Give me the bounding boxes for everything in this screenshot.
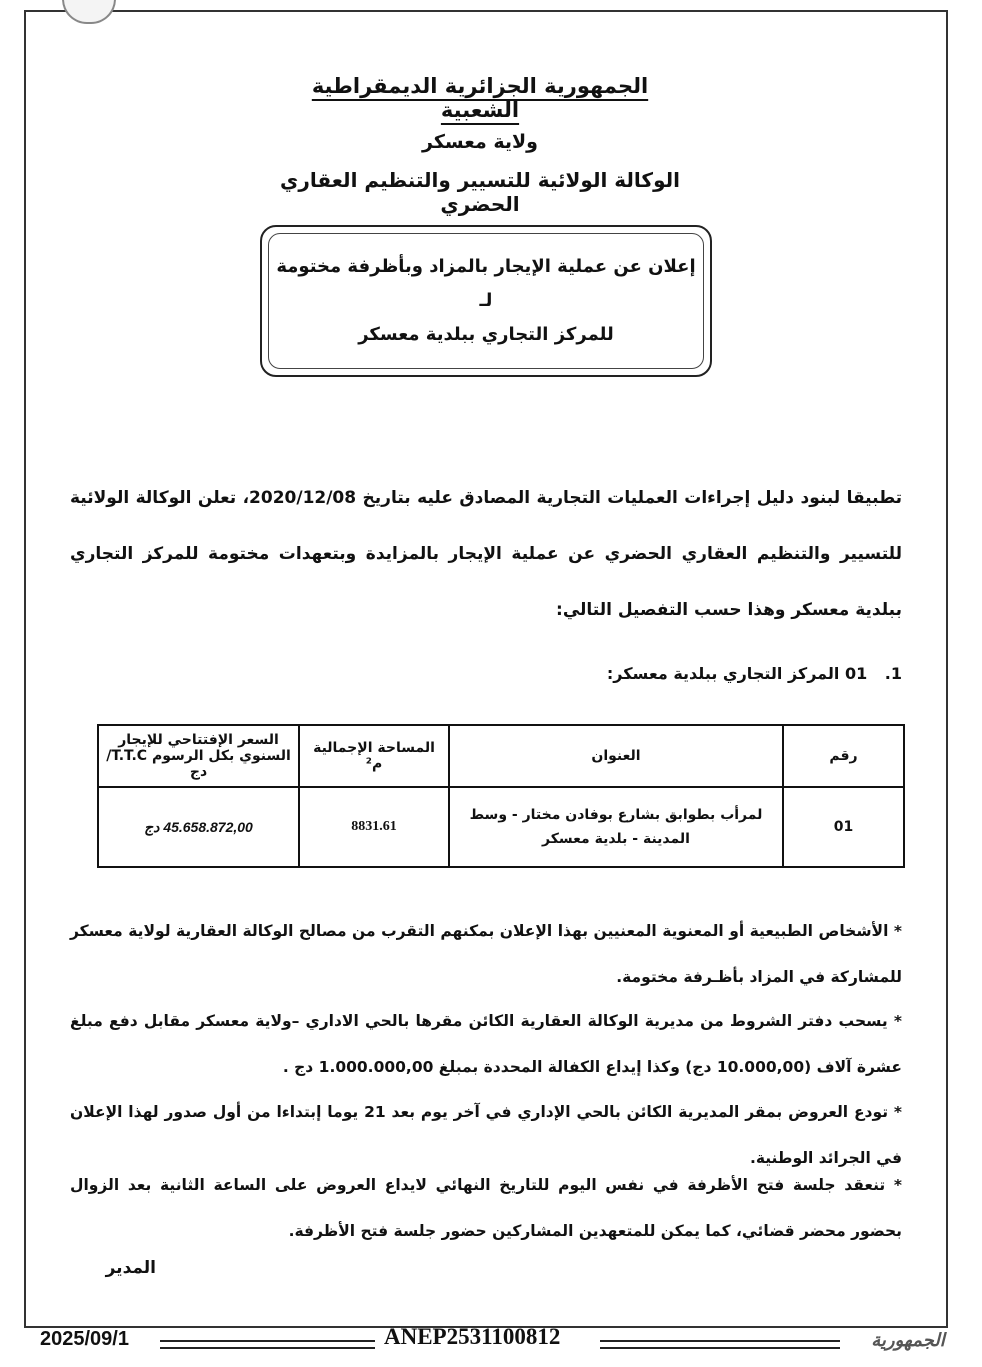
table-header-row: [98, 725, 904, 787]
cell-no: 01: [783, 787, 904, 867]
signatory: المدير: [105, 1258, 156, 1278]
footer-rule-right: [600, 1340, 840, 1349]
intro-paragraph: تطبيقا لبنود دليل إجراءات العمليات التجارية المصادق عليه بتاريخ 2020/12/08، تعلن الوكالة الولائية للتسيير والتنظيم العقاري الحضري عن عملية الإيجار بالمزايدة وبتعهدات مختومة للمركز التجاري ببلدية معسكر وهذا حسب التفصيل التالي:: [70, 488, 903, 620]
cell-price: 45.658.872,00 دج: [98, 787, 299, 867]
item-label: 01 المركز التجاري ببلدية معسكر:: [606, 664, 868, 683]
listing-table: [97, 724, 905, 868]
note-submission: * تودع العروض بمقر المديرية الكائن بالحي الإداري في آخر يوم بعد 21 يوما إبتداءا من أول صدور لهذا الإعلان في الجرائد الوطنية.: [70, 1103, 903, 1167]
table-row: [98, 787, 904, 867]
agency-name: الوكالة الولائية للتسيير والتنظيم العقاري الحضري: [280, 168, 680, 216]
cell-address: لمرأب بطوابق بشارع بوفادن مختار - وسط المدينة - بلدية معسكر: [449, 787, 783, 867]
header-address: العنوان: [449, 725, 783, 787]
republic-heading: الجمهورية الجزائرية الديمقراطية الشعبية: [311, 74, 649, 122]
announcement-title-box: [260, 225, 712, 377]
footer-date: 2025/09/1: [40, 1328, 129, 1350]
note-participants: * الأشخاص الطبيعية أو المعنوية المعنيين بهذا الإعلان بمكنهم التقرب من مصالح الوكالة العقارية لولاية معسكر للمشاركة في المزاد بأظـرفة مختومة.: [70, 922, 902, 986]
header-price: السعر الإفتتاحي للإيجار السنوي بكل الرسوم T.T.C/دج: [98, 725, 299, 787]
header-area: المساحة الإجمالية م²: [299, 725, 449, 787]
cell-area: 8831.61: [299, 787, 449, 867]
wilaya-name: ولاية معسكر: [422, 131, 538, 153]
item-number: 1.: [884, 664, 902, 683]
announcement-title-line1: إعلان عن عملية الإيجار بالمزاد وبأظرفة مختومة لـ: [276, 256, 696, 311]
footer-reference: ANEP2531100812: [384, 1324, 561, 1349]
footer: [0, 1318, 982, 1367]
footer-rule-left: [160, 1340, 375, 1349]
note-specifications: * يسحب دفتر الشروط من مديرية الوكالة العقارية الكائن مقرها بالحي الاداري –ولاية معسكر مقابل دفع مبلغ عشرة آلاف (10.000,00 دج) وكذا إيداع الكفالة المحددة بمبلغ 1.000.000,00 دج .: [70, 1012, 902, 1076]
item-heading: [560, 664, 902, 683]
seal-icon: [62, 0, 116, 24]
header-no: رقم: [783, 725, 904, 787]
note-opening-session: * تنعقد جلسة فتح الأظرفة في نفس اليوم للتاريخ النهائي لايداع العروض على الساعة الثانية بعد الزوال بحضور محضر قضائي، كما يمكن للمتعهدين المشاركين حضور جلسة فتح الأظرفة.: [70, 1176, 902, 1240]
newspaper-masthead: الجمهورية: [871, 1330, 945, 1351]
announcement-title-line2: للمركز التجاري ببلدية معسكر: [358, 324, 614, 345]
announcement-title-inner: [268, 233, 704, 369]
